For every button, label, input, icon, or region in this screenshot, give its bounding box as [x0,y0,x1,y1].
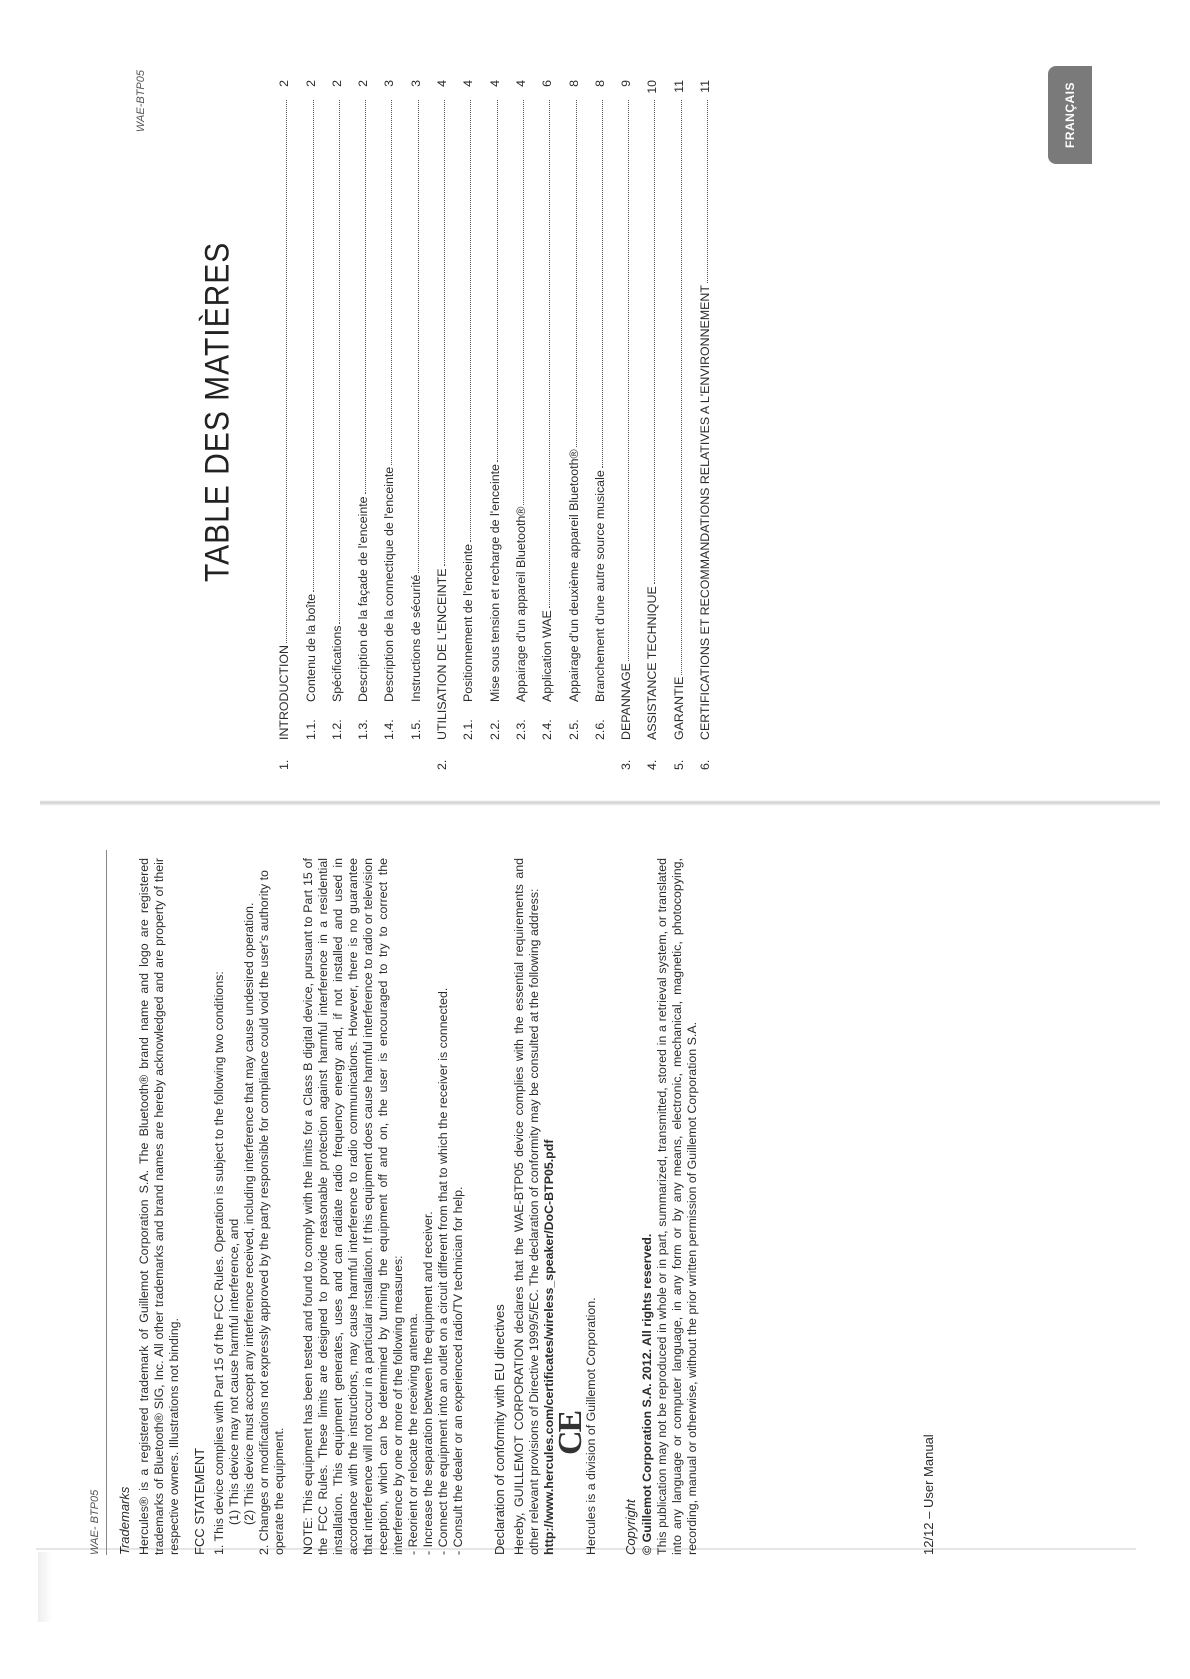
toc-entry [423,80,449,770]
trademarks-text: Hercules® is a registered trademark of Guillemot Corporation S.A. The Bluetooth® brand name and logo are registered trademarks of Bluetooth® SIG, Inc. All other trademarks and brand names are hereby acknowledged and are property of their respective owners. Illustrations not binding. [137,858,181,1555]
scan-shadow [38,1552,52,1622]
toc-entry-page: 9 [619,80,634,87]
toc-leader-dots [313,100,314,592]
ce-mark: CE [552,1411,589,1455]
fold-line [40,800,1160,806]
toc-entry-page: 4 [513,80,528,87]
eu-declaration-url: http://www.hercules.com/certificates/wireless_speaker/DoC-BTP05.pdf [542,1139,556,1555]
toc-entry-label: Appairage d'un appareil Bluetooth® [513,506,528,702]
trademarks-heading: Trademarks [117,1486,132,1555]
toc-entry-number: 3. [619,759,634,770]
toc-entry-page: 4 [461,80,476,87]
toc-entry-number: 6. [698,759,713,770]
toc-entry-label: DEPANNAGE [619,663,634,740]
toc-entry-number: 5. [671,759,686,770]
toc-leader-dots [286,100,287,643]
toc-entry [344,80,370,770]
toc-entry-label: Description de la façade de l'enceinte [356,496,371,702]
copyright-text: This publication may not be reproduced in whole or in part, summarized, transmitted, stored in a retrieval system, or translated into any language or computer language, in any form or by any means, electronic, mechanical, magnetic, photocopying, recording, manual or otherwise, without the prior written permission of Guillemot Corporation S.A. [655,858,699,1555]
toc-leader-dots [707,100,708,283]
toc-entry-label: INTRODUCTION [277,645,292,740]
toc-entry-label: GARANTIE [671,676,686,740]
toc-entry-number: 1.3. [356,719,371,740]
toc-entry [686,80,712,770]
fcc-condition-2: (2) This device must accept any interference received, including interference that may cause undesired operation. [242,902,256,1525]
eu-heading: Declaration of conformity with EU directives [492,1304,507,1555]
eu-text: Hereby, GUILLEMOT CORPORATION declares that the WAE-BTP05 device complies with the essential requirements and other relevant provisions of Directive 1999/5/EC. The declaration of conformity may be consulted at the following address: [512,858,541,1555]
toc-entry-label: Application WAE [540,610,555,702]
toc-entry-page: 11 [671,80,686,93]
toc-entry-page: 2 [356,80,371,87]
fcc-line-1: 1. This device complies with Part 15 of the FCC Rules. Operation is subject to the following two conditions: [212,971,226,1555]
toc-entry-number: 2.1. [461,719,476,740]
language-tab-label: FRANÇAIS [1063,82,1077,148]
legal-page [80,848,950,1563]
toc-entry [633,80,659,770]
toc-leader-dots [523,100,524,505]
toc-entry [659,80,685,770]
toc-leader-dots [497,100,498,462]
toc-entry-number: 2.2. [487,719,502,740]
toc-entry-number: 2.3. [513,719,528,740]
fcc-line-2: 2. Changes or modifications not expressly approved by the party responsible for compliance could void the user's authority to operate the equipment. [257,870,286,1555]
toc-entry-page: 8 [566,80,581,87]
toc-leader-dots [418,100,419,573]
toc-entry-label: CERTIFICATIONS ET RECOMMANDATIONS RELATIVES A L'ENVIRONNEMENT [698,285,713,740]
toc-entry-number: 1.1. [303,719,318,740]
toc-entry-label: Instructions de sécurité [408,574,423,702]
toc-entry-number: 1. [277,759,292,770]
toc-entry [291,80,317,770]
toc-entry [528,80,554,770]
toc-leader-dots [654,100,655,584]
toc-entry [502,80,528,770]
toc-leader-dots [576,100,577,447]
toc-entry-page: 2 [277,80,292,87]
toc-entry-page: 6 [540,80,555,87]
toc-entry-label: Positionnement de l'enceinte [461,543,476,702]
toc-entry-label: ASSISTANCE TECHNIQUE [645,586,660,740]
toc-entry [265,80,291,770]
toc-entry-page: 8 [592,80,607,87]
toc-entry [607,80,633,770]
toc-page [135,70,815,770]
toc-entry-label: Spécifications [329,625,344,702]
toc-entry-page: 4 [487,80,502,87]
toc-list [265,80,712,770]
toc-entry-label: Branchement d'une autre source musicale [592,470,607,702]
toc-entry-page: 3 [382,80,397,87]
toc-leader-dots [602,100,603,468]
toc-entry-label: Appairage d'un deuxième appareil Bluetooth® [566,449,581,702]
toc-entry-number: 2.6. [592,719,607,740]
toc-entry [318,80,344,770]
toc-entry-page: 10 [645,80,660,94]
toc-leader-dots [549,100,550,608]
measure-4: - Consult the dealer or an experienced radio/TV technician for help. [451,1186,465,1555]
toc-entry-number: 1.5. [408,719,423,740]
toc-entry-number: 4. [645,759,660,770]
toc-leader-dots [339,100,340,624]
toc-entry [370,80,396,770]
page-footer: 12/12 – User Manual [921,1434,936,1555]
copyright-line: © Guillemot Corporation S.A. 2012. All rights reserved. [640,1233,654,1555]
toc-entry [554,80,580,770]
measure-3: - Connect the equipment into an outlet on a circuit different from that to which the receiver is connected. [436,987,450,1555]
toc-leader-dots [444,100,445,566]
toc-title: TABLE DES MATIÈRES [198,241,237,582]
toc-entry [581,80,607,770]
toc-entry-number: 1.2. [329,719,344,740]
toc-entry-label: Mise sous tension et recharge de l'enceinte [487,464,502,702]
toc-entry-number: 2.5. [566,719,581,740]
toc-entry-label: Contenu de la boîte [303,593,318,702]
toc-entry-number: 2.4. [540,719,555,740]
language-tab [1048,66,1092,164]
toc-entry [475,80,501,770]
toc-page-header: WAE-BTP05 [135,70,147,133]
copyright-heading: Copyright [623,1499,638,1555]
toc-entry-number: 1.4. [382,719,397,740]
fcc-heading: FCC STATEMENT [192,1447,207,1555]
measure-2: - Increase the separation between the equipment and receiver. [421,1211,435,1555]
toc-entry-number: 2. [435,759,450,770]
toc-leader-dots [365,100,366,494]
toc-leader-dots [391,100,392,465]
toc-entry-label: Description de la connectique de l'enceinte [382,466,397,702]
toc-entry-label: UTILISATION DE L'ENCEINTE [435,568,450,740]
toc-leader-dots [628,100,629,661]
measure-1: - Reorient or relocate the receiving antenna. [406,1313,420,1555]
toc-leader-dots [470,100,471,542]
legal-page-header: WAE- BTP05 [88,850,107,1555]
toc-entry-page: 3 [408,80,423,87]
toc-entry [449,80,475,770]
toc-entry-page: 2 [329,80,344,87]
division-text: Hercules is a division of Guillemot Corporation. [584,1297,598,1555]
fcc-condition-1: (1) This device may not cause harmful interference, and [227,1218,241,1525]
toc-entry-page: 11 [698,80,713,93]
fcc-note: NOTE: This equipment has been tested and found to comply with the limits for a Class B digital device, pursuant to Part 15 of the FCC Rules. These limits are designed to provide reasonable protection against harmful interference in a residential installation. This equipment generates, uses and can radiate radio frequency energy and, if not installed and used in accordance with the instructions, may cause harmful interference to radio communications. However, there is no guarantee that interference will not occur in a particular installation. If this equipment does cause harmful interference to radio or television reception, which can be determined by turning the equipment off and on, the user is encouraged to try to correct the interference by one or more of the following measures: [301,858,405,1555]
toc-leader-dots [681,100,682,675]
toc-entry-page: 4 [435,80,450,87]
toc-entry-page: 2 [303,80,318,87]
toc-entry [396,80,422,770]
